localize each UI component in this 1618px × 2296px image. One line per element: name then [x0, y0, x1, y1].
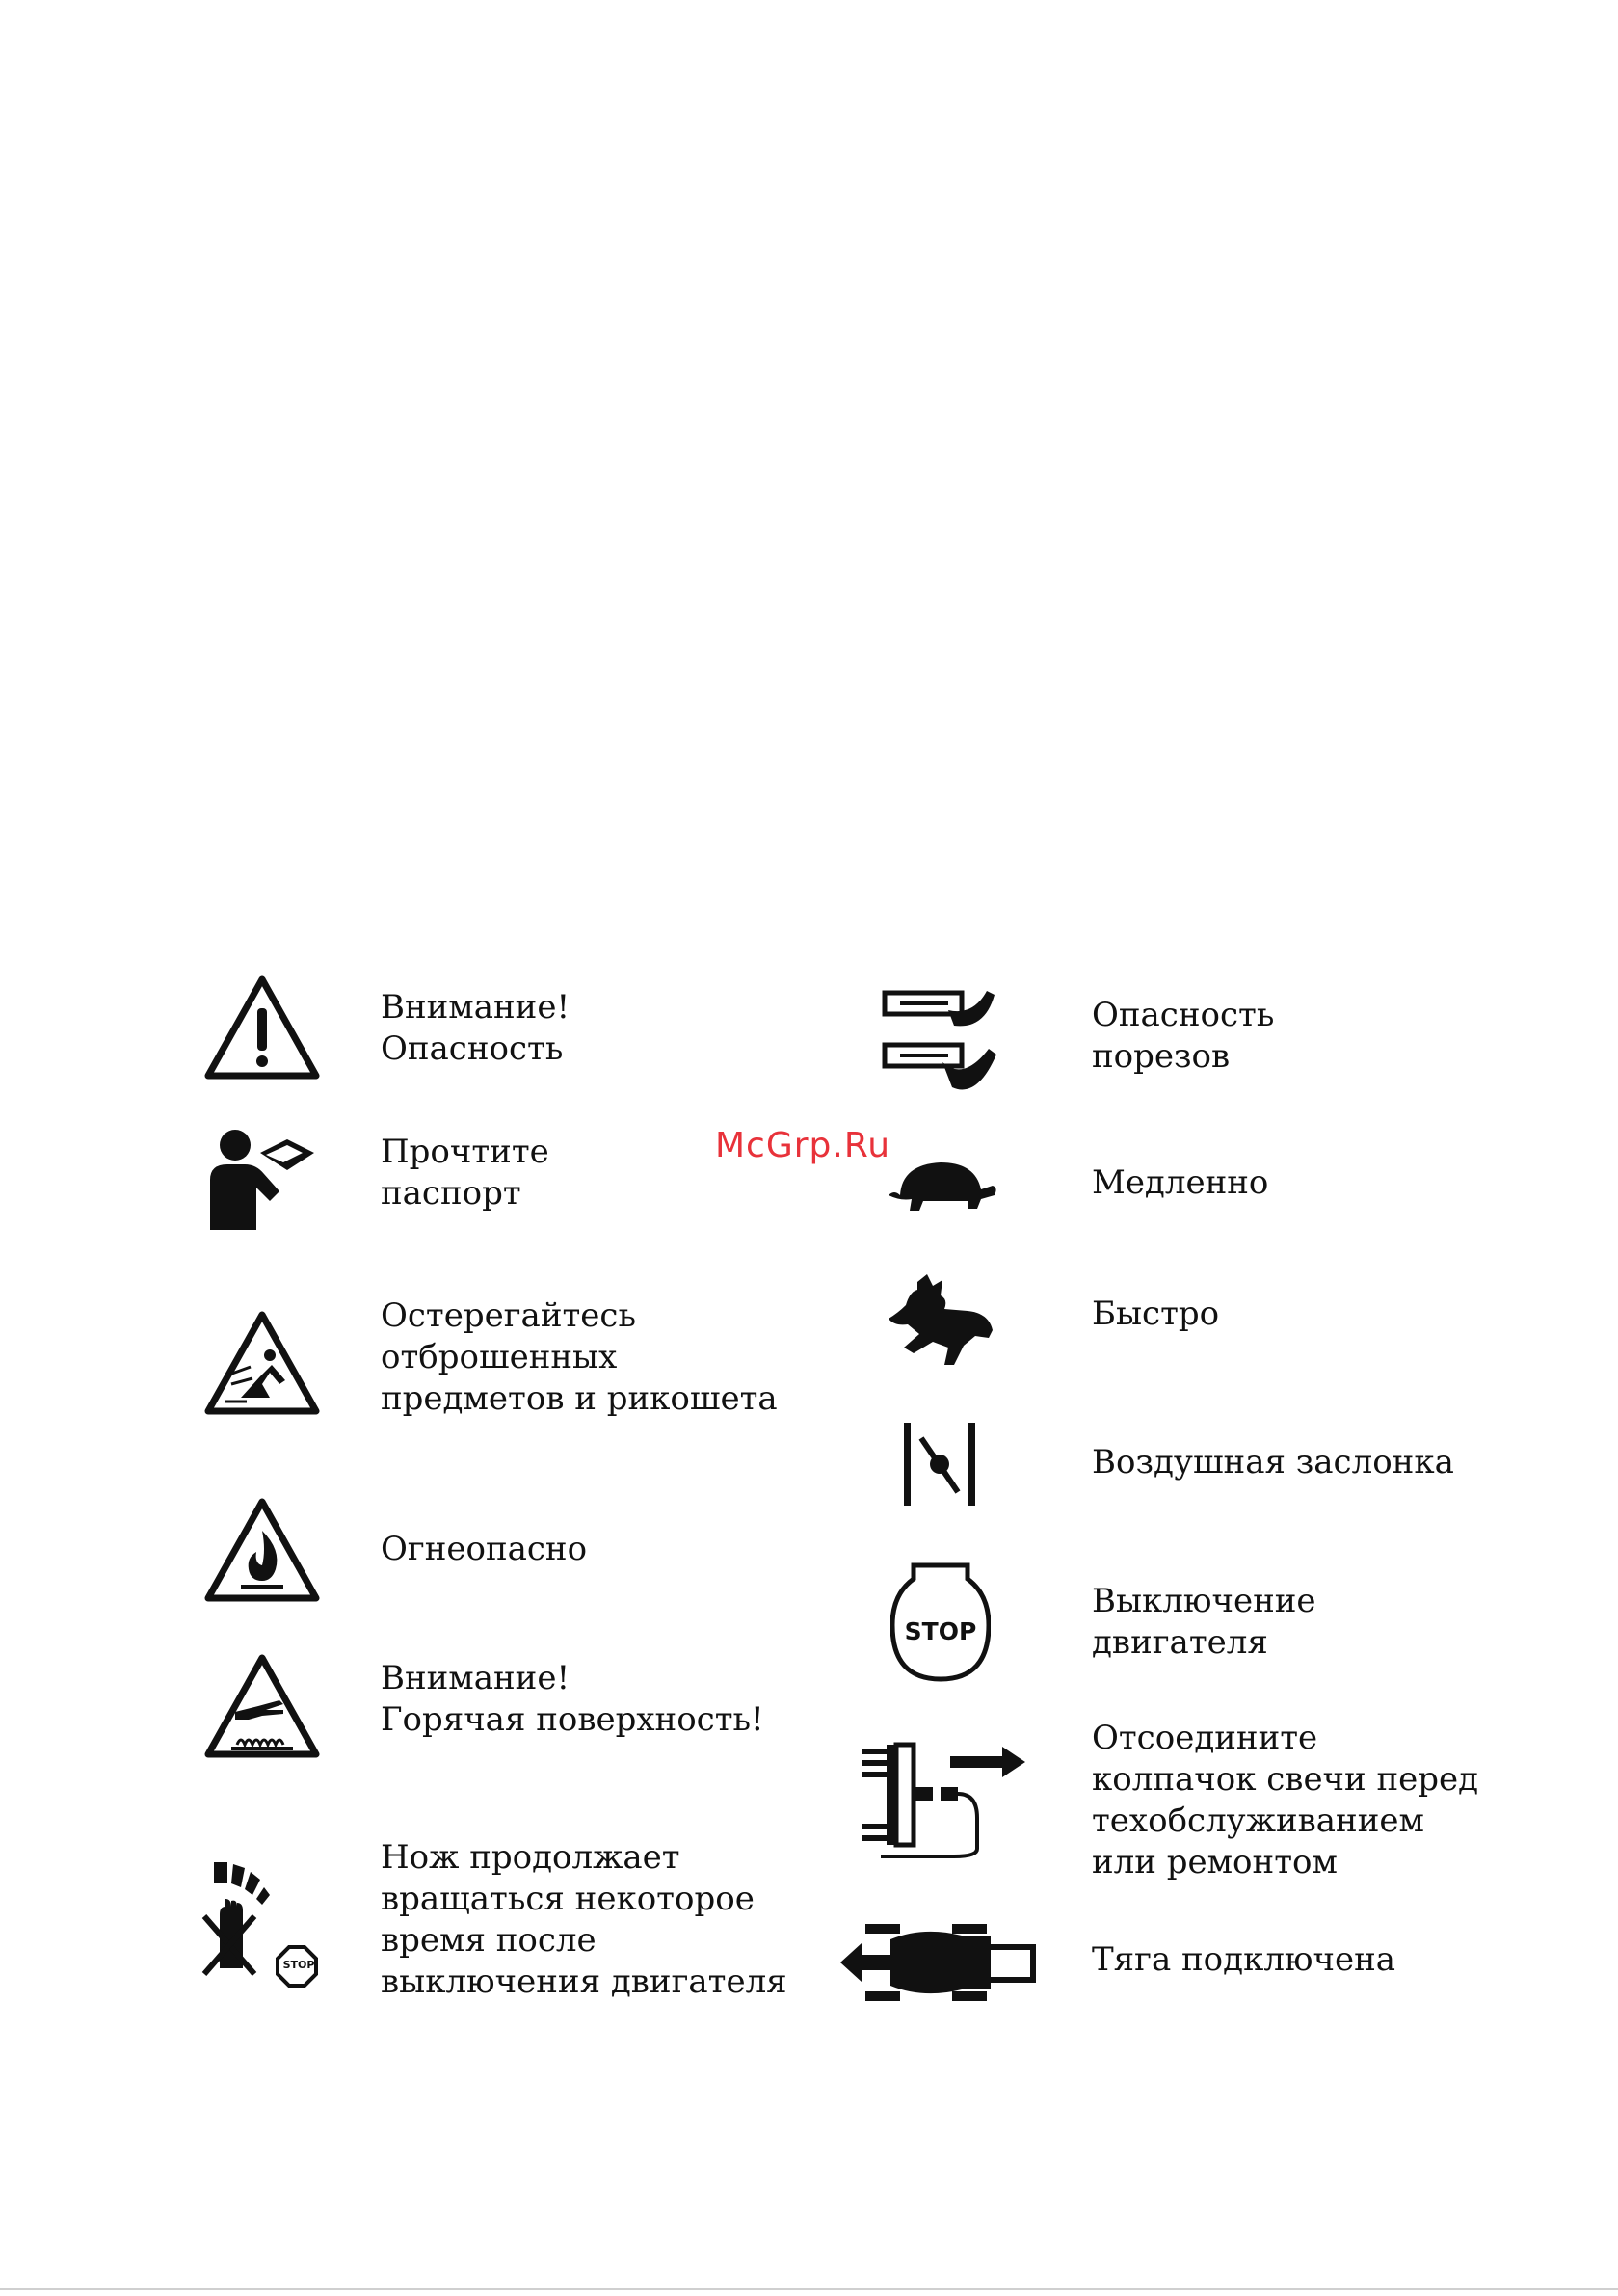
read-manual-icon — [206, 1126, 320, 1230]
fire-hazard-icon — [202, 1496, 322, 1604]
cut-hazard-icon — [881, 981, 1000, 1099]
watermark: McGrp.Ru — [715, 1126, 891, 1165]
blade-rotation-icon — [199, 1855, 330, 1989]
label-fire-hazard: Огнеопасно — [381, 1530, 588, 1568]
label-hot-surface: Внимание! Горячая поверхность! — [381, 1659, 764, 1739]
traction-engaged-icon — [836, 1920, 1041, 2005]
rabbit-fast-icon — [885, 1270, 996, 1367]
blade-stop-text: STOP — [282, 1959, 315, 1971]
label-blade-rotation: Нож продолжает вращаться некоторое время после выключения двигателя — [381, 1838, 787, 2001]
spark-plug-disconnect-icon — [858, 1741, 1027, 1860]
engine-stop-text: STOP — [904, 1617, 977, 1645]
choke-icon — [900, 1421, 979, 1508]
warning-triangle-icon — [202, 974, 322, 1081]
label-slow: Медленно — [1092, 1163, 1269, 1202]
label-choke: Воздушная заслонка — [1092, 1443, 1454, 1482]
hot-surface-icon — [202, 1652, 322, 1760]
thrown-objects-icon — [202, 1309, 322, 1417]
label-cut-hazard: Опасность порезов — [1092, 996, 1275, 1076]
label-read-manual: Прочтите паспорт — [381, 1133, 549, 1213]
footer-rule — [0, 2288, 1618, 2290]
label-warning: Внимание! Опасность — [381, 988, 570, 1068]
label-fast: Быстро — [1092, 1295, 1220, 1333]
label-spark-plug: Отсоедините колпачок свечи перед техобслуживанием или ремонтом — [1092, 1719, 1479, 1882]
label-thrown-objects: Остерегайтесь отброшенных предметов и рикошета — [381, 1296, 778, 1418]
label-traction: Тяга подключена — [1092, 1940, 1396, 1979]
turtle-slow-icon — [885, 1157, 998, 1213]
engine-stop-icon — [890, 1562, 991, 1683]
label-engine-stop: Выключение двигателя — [1092, 1582, 1316, 1662]
